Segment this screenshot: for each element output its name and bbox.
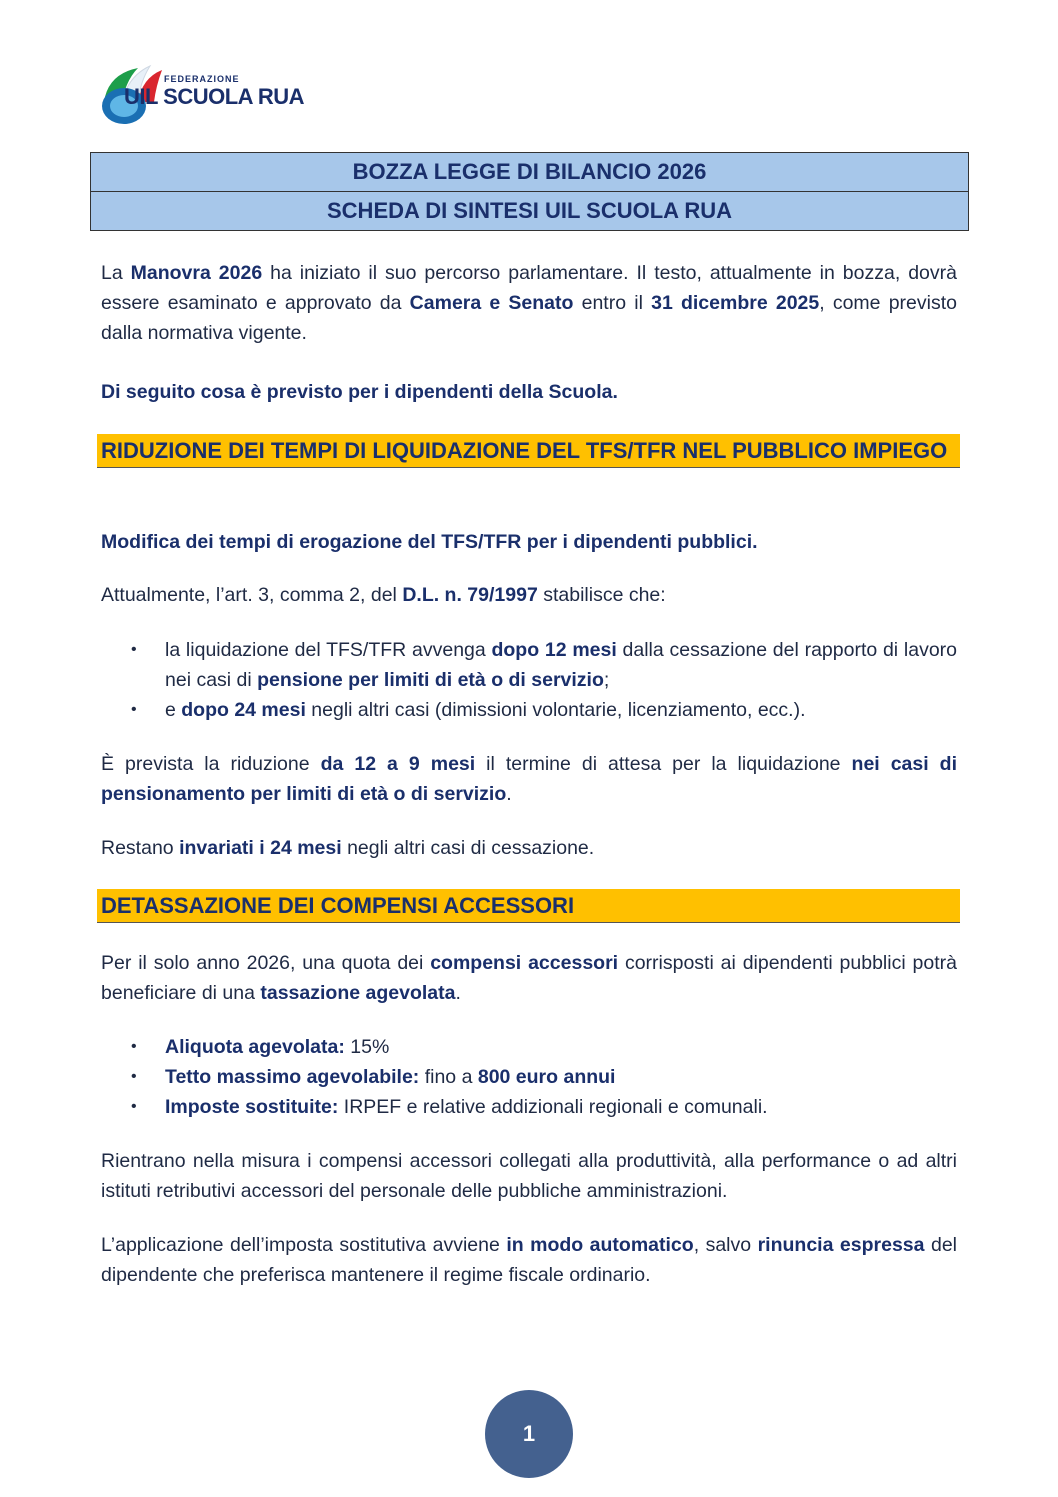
list-item: • e dopo 24 mesi negli altri casi (dimissioni volontarie, licenziamento, ecc.). <box>101 695 957 725</box>
intro-paragraph: La Manovra 2026 ha iniziato il suo percorso parlamentare. Il testo, attualmente in bozza, dovrà essere esaminato e approvato da Camera e Senato entro il 31 dicembre 2025, come previsto dalla normativa vigente. <box>101 262 957 344</box>
section-heading-tfs: RIDUZIONE DEI TEMPI DI LIQUIDAZIONE DEL TFS/TFR NEL PUBBLICO IMPIEGO <box>97 434 960 468</box>
list-item: • Tetto massimo agevolabile: fino a 800 euro annui <box>101 1062 957 1092</box>
section1-bullet-list <box>101 635 957 725</box>
logo-small-text: FEDERAZIONE <box>164 74 240 84</box>
section2-paragraph-2: Rientrano nella misura i compensi accessori collegati alla produttività, alla performance o ad altri istituti retributivi accessori del personale delle pubbliche amministrazioni. <box>101 1150 957 1202</box>
section2-paragraph-3: L’applicazione dell’imposta sostitutiva avviene in modo automatico, salvo rinuncia espressa del dipendente che preferisca mantenere il regime fiscale ordinario. <box>101 1234 957 1286</box>
title-line-2: SCHEDA DI SINTESI UIL SCUOLA RUA <box>91 191 968 230</box>
intro-highlight: Di seguito cosa è previsto per i dipendenti della Scuola. <box>101 381 618 403</box>
section1-paragraph-2: È prevista la riduzione da 12 a 9 mesi il termine di attesa per la liquidazione nei casi di pensionamento per limiti di età o di servizio. <box>101 753 957 805</box>
logo-big-text: UIL SCUOLA RUA <box>124 84 304 109</box>
section-heading-detassazione: DETASSAZIONE DEI COMPENSI ACCESSORI <box>97 889 960 923</box>
list-item: • Aliquota agevolata: 15% <box>101 1032 957 1062</box>
section1-paragraph-3: Restano invariati i 24 mesi negli altri casi di cessazione. <box>101 837 595 859</box>
section1-subtitle: Modifica dei tempi di erogazione del TFS/TFR per i dipendenti pubblici. <box>101 531 758 553</box>
section1-paragraph-1: Attualmente, l’art. 3, comma 2, del D.L. n. 79/1997 stabilisce che: <box>101 584 666 606</box>
section2-bullet-list <box>101 1032 957 1122</box>
list-item: • la liquidazione del TFS/TFR avvenga dopo 12 mesi dalla cessazione del rapporto di lavoro nei casi di pensione per limiti di età o di servizio; <box>101 635 957 695</box>
section2-paragraph-1: Per il solo anno 2026, una quota dei compensi accessori corrisposti ai dipendenti pubblici potrà beneficiare di una tassazione agevolata. <box>101 952 957 1004</box>
list-item: • Imposte sostituite: IRPEF e relative addizionali regionali e comunali. <box>101 1092 957 1122</box>
page-number: 1 <box>485 1390 573 1478</box>
title-line-1: BOZZA LEGGE DI BILANCIO 2026 <box>91 153 968 191</box>
title-table <box>90 152 969 231</box>
